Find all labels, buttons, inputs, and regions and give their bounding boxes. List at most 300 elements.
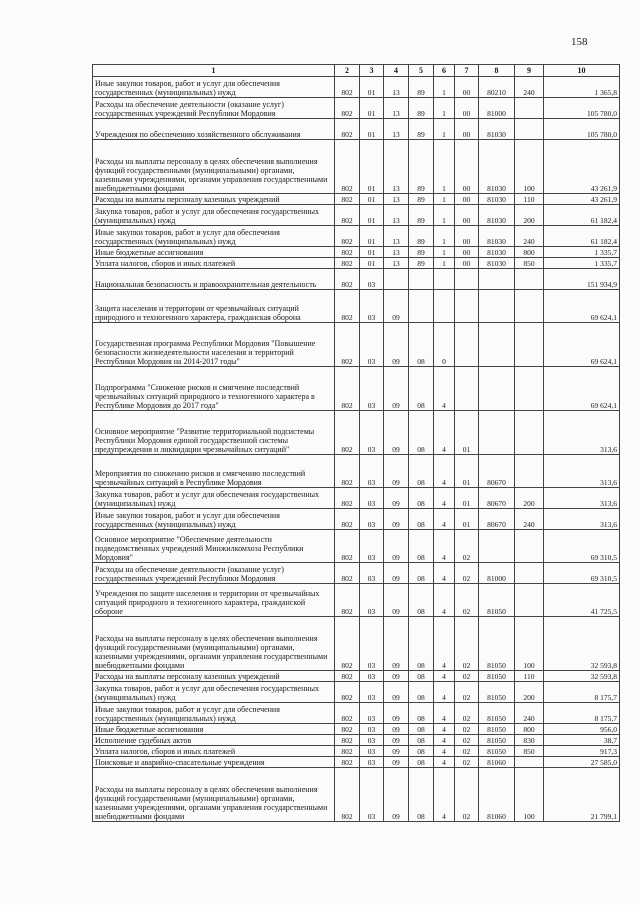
code-section: 03	[360, 703, 384, 724]
code-expense-type	[515, 530, 544, 563]
table-row	[93, 98, 620, 119]
code-program: 89	[409, 226, 434, 247]
code-program: 08	[409, 584, 434, 617]
code-admin: 802	[335, 768, 360, 822]
code-expense-type: 200	[515, 488, 544, 509]
code-admin: 802	[335, 140, 360, 194]
code-admin: 802	[335, 367, 360, 411]
code-direction: 80670	[479, 509, 515, 530]
code-subprogram: 1	[434, 140, 455, 194]
code-admin: 802	[335, 323, 360, 367]
code-direction: 81050	[479, 735, 515, 746]
code-program: 89	[409, 98, 434, 119]
row-amount: 21 799,1	[544, 768, 620, 822]
row-amount: 313,6	[544, 411, 620, 455]
code-subprogram: 1	[434, 258, 455, 269]
code-admin: 802	[335, 258, 360, 269]
code-expense-type: 800	[515, 724, 544, 735]
table-row	[93, 455, 620, 488]
code-subsection: 13	[384, 140, 409, 194]
code-activity: 01	[455, 509, 479, 530]
code-subsection: 09	[384, 411, 409, 455]
code-subprogram: 4	[434, 757, 455, 768]
code-program: 08	[409, 367, 434, 411]
row-name: Закупка товаров, работ и услуг для обеспечения государственных (муниципальных) нужд	[93, 682, 335, 703]
code-direction: 81050	[479, 617, 515, 671]
code-direction: 81030	[479, 258, 515, 269]
row-name: Защита населения и территории от чрезвычайных ситуаций природного и техногенного характера, гражданская оборона	[93, 290, 335, 323]
code-expense-type: 800	[515, 247, 544, 258]
code-subsection: 09	[384, 367, 409, 411]
code-admin: 802	[335, 757, 360, 768]
table-row	[93, 509, 620, 530]
row-name: Расходы на выплаты персоналу казенных учреждений	[93, 671, 335, 682]
code-expense-type: 850	[515, 746, 544, 757]
table-row	[93, 323, 620, 367]
row-name: Расходы на обеспечение деятельности (оказание услуг) государственных учреждений Республики Мордовия	[93, 98, 335, 119]
row-name: Мероприятия по снижению рисков и смягчению последствий чрезвычайных ситуаций в Республике Мордовия	[93, 455, 335, 488]
code-section: 03	[360, 488, 384, 509]
header-row	[93, 65, 620, 77]
code-section: 01	[360, 77, 384, 98]
header-cell: 9	[515, 65, 544, 77]
code-section: 03	[360, 530, 384, 563]
code-activity: 00	[455, 247, 479, 258]
code-section: 01	[360, 205, 384, 226]
code-activity: 02	[455, 724, 479, 735]
table-row	[93, 367, 620, 411]
code-program: 89	[409, 194, 434, 205]
table-row	[93, 724, 620, 735]
table-row	[93, 226, 620, 247]
code-direction: 80670	[479, 455, 515, 488]
code-section: 03	[360, 724, 384, 735]
code-section: 03	[360, 290, 384, 323]
row-amount: 38,7	[544, 735, 620, 746]
code-direction: 81030	[479, 194, 515, 205]
code-admin: 802	[335, 290, 360, 323]
code-expense-type	[515, 290, 544, 323]
code-direction	[479, 411, 515, 455]
code-activity: 02	[455, 617, 479, 671]
header-cell: 6	[434, 65, 455, 77]
code-admin: 802	[335, 563, 360, 584]
code-expense-type	[515, 757, 544, 768]
code-direction: 81060	[479, 768, 515, 822]
code-admin: 802	[335, 269, 360, 290]
code-program: 08	[409, 617, 434, 671]
code-admin: 802	[335, 194, 360, 205]
code-subsection: 13	[384, 247, 409, 258]
code-subprogram: 4	[434, 488, 455, 509]
code-program: 89	[409, 247, 434, 258]
code-activity	[455, 323, 479, 367]
row-name: Исполнение судебных актов	[93, 735, 335, 746]
code-subsection: 09	[384, 509, 409, 530]
row-name: Иные закупки товаров, работ и услуг для обеспечения государственных (муниципальных) нужд	[93, 509, 335, 530]
code-subsection: 13	[384, 119, 409, 140]
code-subprogram: 1	[434, 247, 455, 258]
code-direction: 81050	[479, 724, 515, 735]
code-direction: 81030	[479, 119, 515, 140]
row-name: Иные закупки товаров, работ и услуг для обеспечения государственных (муниципальных) нужд	[93, 703, 335, 724]
code-program: 08	[409, 703, 434, 724]
row-amount: 917,3	[544, 746, 620, 757]
row-name: Государственная программа Республики Мордовия "Повышение безопасности жизнедеятельности населения и территорий Республики Мордовия на 2014-2017 годы"	[93, 323, 335, 367]
header-cell: 5	[409, 65, 434, 77]
code-subsection: 13	[384, 226, 409, 247]
code-admin: 802	[335, 746, 360, 757]
code-direction: 81000	[479, 563, 515, 584]
code-direction: 81030	[479, 140, 515, 194]
code-expense-type: 110	[515, 671, 544, 682]
row-name: Подпрограмма "Снижение рисков и смягчение последствий чрезвычайных ситуаций природного и техногенного характера в Республике Мордовия до 2017 года"	[93, 367, 335, 411]
code-admin: 802	[335, 724, 360, 735]
code-subprogram: 4	[434, 682, 455, 703]
code-section: 03	[360, 323, 384, 367]
row-amount: 69 624,1	[544, 290, 620, 323]
row-amount: 61 182,4	[544, 205, 620, 226]
code-activity: 02	[455, 746, 479, 757]
row-name: Иные закупки товаров, работ и услуг для обеспечения государственных (муниципальных) нужд	[93, 226, 335, 247]
code-program: 89	[409, 77, 434, 98]
code-subprogram: 1	[434, 77, 455, 98]
code-direction: 80210	[479, 77, 515, 98]
row-name: Основное мероприятие "Развитие территориальной подсистемы Республики Мордовия единой государственной системы предупреждения и ликвидации чрезвычайных ситуаций"	[93, 411, 335, 455]
table-body	[93, 77, 620, 822]
code-program: 08	[409, 323, 434, 367]
row-name: Расходы на выплаты персоналу в целях обеспечения выполнения функций государственными (муниципальными) органами, казенными учреждениями, органами управления государственными внебюджетными фондами	[93, 768, 335, 822]
code-subprogram: 4	[434, 455, 455, 488]
code-subprogram: 4	[434, 735, 455, 746]
row-amount: 41 725,5	[544, 584, 620, 617]
budget-table	[92, 64, 620, 822]
code-activity: 00	[455, 258, 479, 269]
code-admin: 802	[335, 703, 360, 724]
code-activity: 00	[455, 205, 479, 226]
code-expense-type	[515, 98, 544, 119]
code-admin: 802	[335, 455, 360, 488]
table-row	[93, 119, 620, 140]
code-subsection: 09	[384, 746, 409, 757]
code-subprogram: 4	[434, 584, 455, 617]
code-activity: 02	[455, 584, 479, 617]
row-amount: 61 182,4	[544, 226, 620, 247]
code-program: 08	[409, 411, 434, 455]
code-expense-type: 850	[515, 258, 544, 269]
row-amount: 313,6	[544, 488, 620, 509]
code-expense-type	[515, 411, 544, 455]
code-section: 03	[360, 617, 384, 671]
code-activity: 00	[455, 119, 479, 140]
code-section: 03	[360, 746, 384, 757]
table-row	[93, 411, 620, 455]
code-activity: 02	[455, 563, 479, 584]
code-subsection: 13	[384, 258, 409, 269]
code-section: 03	[360, 735, 384, 746]
code-subprogram: 4	[434, 509, 455, 530]
row-amount: 105 780,0	[544, 98, 620, 119]
code-section: 01	[360, 247, 384, 258]
code-admin: 802	[335, 617, 360, 671]
code-subprogram: 4	[434, 563, 455, 584]
code-expense-type: 240	[515, 226, 544, 247]
header-cell: 8	[479, 65, 515, 77]
code-admin: 802	[335, 247, 360, 258]
table-row	[93, 757, 620, 768]
code-section: 03	[360, 269, 384, 290]
code-direction: 81030	[479, 247, 515, 258]
code-admin: 802	[335, 509, 360, 530]
code-activity: 01	[455, 455, 479, 488]
code-activity: 02	[455, 757, 479, 768]
code-program: 08	[409, 563, 434, 584]
code-direction: 81060	[479, 757, 515, 768]
code-direction: 81000	[479, 98, 515, 119]
code-admin: 802	[335, 205, 360, 226]
code-subprogram: 1	[434, 98, 455, 119]
row-name: Основное мероприятие "Обеспечение деятельности подведомственных учреждений Минжилкомхоза Республики Мордовия"	[93, 530, 335, 563]
table-row	[93, 682, 620, 703]
code-direction: 81030	[479, 205, 515, 226]
code-program	[409, 290, 434, 323]
table-row	[93, 530, 620, 563]
code-activity: 00	[455, 98, 479, 119]
code-subsection: 09	[384, 757, 409, 768]
code-direction	[479, 530, 515, 563]
row-amount: 8 175,7	[544, 703, 620, 724]
code-subprogram	[434, 269, 455, 290]
code-program: 08	[409, 530, 434, 563]
code-admin: 802	[335, 682, 360, 703]
code-subsection	[384, 269, 409, 290]
code-direction: 80670	[479, 488, 515, 509]
row-name: Иные бюджетные ассигнования	[93, 724, 335, 735]
code-activity	[455, 290, 479, 323]
code-expense-type: 100	[515, 140, 544, 194]
page-number: 158	[571, 36, 588, 48]
code-expense-type: 830	[515, 735, 544, 746]
code-section: 03	[360, 757, 384, 768]
code-subsection: 13	[384, 98, 409, 119]
code-subprogram: 1	[434, 119, 455, 140]
code-direction: 81050	[479, 746, 515, 757]
header-cell: 7	[455, 65, 479, 77]
code-section: 01	[360, 226, 384, 247]
code-program: 89	[409, 119, 434, 140]
code-expense-type: 200	[515, 205, 544, 226]
code-subprogram: 4	[434, 671, 455, 682]
code-expense-type	[515, 323, 544, 367]
code-subsection: 09	[384, 703, 409, 724]
code-subprogram: 1	[434, 205, 455, 226]
table-row	[93, 290, 620, 323]
code-program: 08	[409, 671, 434, 682]
code-subprogram: 4	[434, 724, 455, 735]
code-section: 01	[360, 119, 384, 140]
code-section: 03	[360, 411, 384, 455]
row-amount: 27 585,0	[544, 757, 620, 768]
code-direction: 81030	[479, 226, 515, 247]
row-amount: 105 780,0	[544, 119, 620, 140]
code-subsection: 09	[384, 530, 409, 563]
row-name: Учреждения по защите населения и территории от чрезвычайных ситуаций природного и техногенного характера, гражданской обороне	[93, 584, 335, 617]
table-row	[93, 488, 620, 509]
code-admin: 802	[335, 411, 360, 455]
code-direction	[479, 367, 515, 411]
table-row	[93, 563, 620, 584]
row-amount: 69 624,1	[544, 323, 620, 367]
code-program: 08	[409, 509, 434, 530]
code-program: 08	[409, 746, 434, 757]
code-expense-type: 100	[515, 768, 544, 822]
table-row	[93, 269, 620, 290]
code-program: 08	[409, 735, 434, 746]
row-amount: 313,6	[544, 509, 620, 530]
code-activity: 01	[455, 488, 479, 509]
table-row	[93, 617, 620, 671]
code-expense-type	[515, 119, 544, 140]
table-row	[93, 768, 620, 822]
code-section: 03	[360, 584, 384, 617]
table-row	[93, 584, 620, 617]
code-subprogram: 1	[434, 226, 455, 247]
row-name: Поисковые и аварийно-спасательные учреждения	[93, 757, 335, 768]
code-section: 01	[360, 140, 384, 194]
code-activity: 02	[455, 682, 479, 703]
code-activity: 00	[455, 77, 479, 98]
code-activity: 00	[455, 140, 479, 194]
code-direction	[479, 290, 515, 323]
code-program: 08	[409, 724, 434, 735]
row-amount: 69 310,5	[544, 563, 620, 584]
code-expense-type: 110	[515, 194, 544, 205]
code-subsection: 09	[384, 584, 409, 617]
code-section: 03	[360, 563, 384, 584]
row-amount: 69 310,5	[544, 530, 620, 563]
table-row	[93, 140, 620, 194]
row-amount: 1 335,7	[544, 258, 620, 269]
code-admin: 802	[335, 735, 360, 746]
code-activity: 02	[455, 735, 479, 746]
code-program: 89	[409, 258, 434, 269]
code-direction: 81050	[479, 682, 515, 703]
row-name: Закупка товаров, работ и услуг для обеспечения государственных (муниципальных) нужд	[93, 488, 335, 509]
code-subprogram: 4	[434, 530, 455, 563]
code-subsection: 09	[384, 724, 409, 735]
row-name: Расходы на выплаты персоналу в целях обеспечения выполнения функций государственными (муниципальными) органами, казенными учреждениями, органами управления государственными внебюджетными фондами	[93, 617, 335, 671]
code-subsection: 09	[384, 323, 409, 367]
code-admin: 802	[335, 671, 360, 682]
row-amount: 43 261,9	[544, 194, 620, 205]
row-amount: 956,0	[544, 724, 620, 735]
code-program: 08	[409, 757, 434, 768]
code-subsection: 09	[384, 735, 409, 746]
table-row	[93, 735, 620, 746]
code-admin: 802	[335, 488, 360, 509]
row-name: Национальная безопасность и правоохранительная деятельность	[93, 269, 335, 290]
code-section: 03	[360, 367, 384, 411]
code-subprogram: 4	[434, 746, 455, 757]
row-name: Расходы на выплаты персоналу в целях обеспечения выполнения функций государственными (муниципальными) органами, казенными учреждениями, органами управления государственными внебюджетными фондами	[93, 140, 335, 194]
code-activity	[455, 269, 479, 290]
code-activity: 00	[455, 226, 479, 247]
code-admin: 802	[335, 226, 360, 247]
code-direction: 81050	[479, 703, 515, 724]
code-expense-type: 240	[515, 77, 544, 98]
code-subprogram: 4	[434, 768, 455, 822]
code-subprogram: 4	[434, 367, 455, 411]
row-amount: 151 934,9	[544, 269, 620, 290]
code-section: 01	[360, 258, 384, 269]
code-program	[409, 269, 434, 290]
code-expense-type: 240	[515, 509, 544, 530]
row-name: Иные бюджетные ассигнования	[93, 247, 335, 258]
code-direction: 81050	[479, 671, 515, 682]
code-section: 03	[360, 455, 384, 488]
header-cell: 4	[384, 65, 409, 77]
header-cell: 3	[360, 65, 384, 77]
code-subsection: 13	[384, 77, 409, 98]
header-cell: 1	[93, 65, 335, 77]
code-subprogram: 0	[434, 323, 455, 367]
code-direction	[479, 323, 515, 367]
code-section: 01	[360, 194, 384, 205]
code-section: 03	[360, 671, 384, 682]
code-program: 89	[409, 205, 434, 226]
code-activity: 02	[455, 671, 479, 682]
code-section: 03	[360, 682, 384, 703]
code-subsection: 09	[384, 617, 409, 671]
code-expense-type	[515, 367, 544, 411]
row-name: Закупка товаров, работ и услуг для обеспечения государственных (муниципальных) нужд	[93, 205, 335, 226]
code-program: 89	[409, 140, 434, 194]
code-activity	[455, 367, 479, 411]
header-cell: 10	[544, 65, 620, 77]
table-row	[93, 247, 620, 258]
code-section: 03	[360, 768, 384, 822]
code-subprogram	[434, 290, 455, 323]
code-subsection: 09	[384, 563, 409, 584]
code-activity: 00	[455, 194, 479, 205]
row-amount: 69 624,1	[544, 367, 620, 411]
code-activity: 02	[455, 530, 479, 563]
code-section: 03	[360, 509, 384, 530]
code-admin: 802	[335, 119, 360, 140]
code-direction: 81050	[479, 584, 515, 617]
code-subprogram: 1	[434, 194, 455, 205]
row-amount: 1 335,7	[544, 247, 620, 258]
row-amount: 43 261,9	[544, 140, 620, 194]
code-expense-type: 100	[515, 617, 544, 671]
row-amount: 32 593,8	[544, 671, 620, 682]
table-row	[93, 671, 620, 682]
row-name: Расходы на выплаты персоналу казенных учреждений	[93, 194, 335, 205]
row-name: Уплата налогов, сборов и иных платежей	[93, 746, 335, 757]
code-admin: 802	[335, 77, 360, 98]
row-amount: 8 175,7	[544, 682, 620, 703]
header-cell: 2	[335, 65, 360, 77]
code-subsection: 09	[384, 290, 409, 323]
code-subsection: 09	[384, 488, 409, 509]
table-row	[93, 194, 620, 205]
row-amount: 1 365,8	[544, 77, 620, 98]
code-subprogram: 4	[434, 617, 455, 671]
table-row	[93, 77, 620, 98]
code-section: 01	[360, 98, 384, 119]
code-admin: 802	[335, 98, 360, 119]
table-row	[93, 258, 620, 269]
